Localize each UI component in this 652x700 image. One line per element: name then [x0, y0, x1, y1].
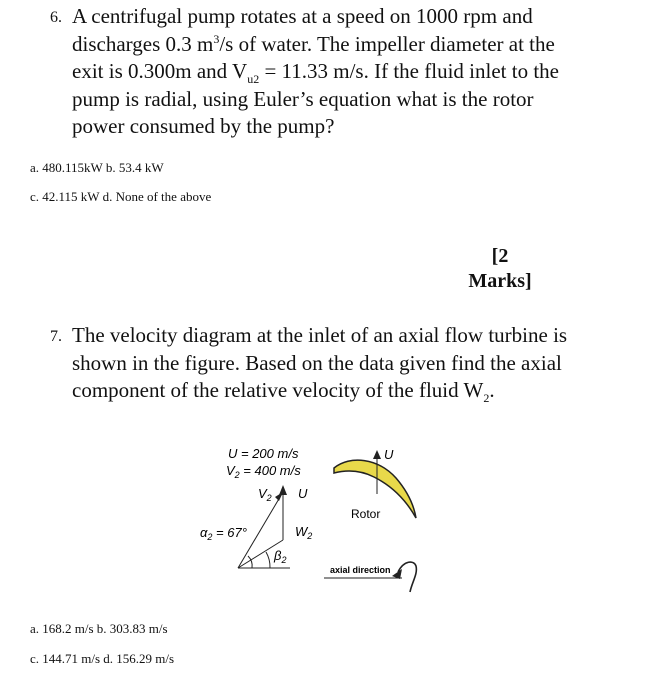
- velocity-diagram: [0, 430, 652, 630]
- rotor-label: Rotor: [351, 507, 381, 521]
- w2-label: $W_2$: [295, 524, 313, 541]
- axial-direction-curve-icon: [398, 562, 416, 592]
- q7-options-row-1: a. 168.2 m/s b. 303.83 m/s: [30, 621, 168, 636]
- beta-angle-label: $\beta_2$: [274, 548, 287, 565]
- v2-value-label: $V_2 = 400$ m/s: [226, 463, 301, 480]
- u-value-label: U = 200 m/s: [228, 446, 299, 461]
- question-6-number: 6.: [50, 9, 62, 26]
- q6-line-5: power consumed by the pump?: [72, 114, 335, 138]
- question-7-text: [72, 322, 567, 405]
- u-arrow-head: [279, 485, 287, 495]
- q6-options-row-2: c. 42.115 kW d. None of the above: [30, 189, 212, 204]
- marks-label: [2 Marks]: [468, 245, 532, 292]
- q7-line-3: component of the relative velocity of the fluid $W_2$.: [72, 378, 495, 406]
- triangle-v2-label: $V_2$: [258, 486, 272, 503]
- q6-options-row-1: a. 480.115kW b. 53.4 kW: [30, 160, 164, 175]
- question-7-number: 7.: [50, 328, 62, 345]
- alpha-angle-label: $\alpha_2 = 67^\circ$: [200, 525, 247, 542]
- question-6-text: [72, 3, 559, 141]
- q7-options-row-2: c. 144.71 m/s d. 156.29 m/s: [30, 651, 175, 666]
- triangle-u-label: U: [298, 486, 308, 501]
- axial-direction-label: axial direction: [330, 565, 391, 575]
- q6-line-1: A centrifugal pump rotates at a speed on 1000 rpm and: [72, 4, 533, 28]
- q6-line-3: exit is 0.300m and $V_{u2} = 11.33$ m/s. If the fluid inlet to the: [72, 59, 559, 87]
- rotor-u-arrow-head: [373, 450, 381, 459]
- q6-line-2: discharges 0.3 $m^3/s$ of water. The impeller diameter at the: [72, 31, 555, 56]
- v2-arrow-head: [275, 492, 283, 501]
- q7-line-1: The velocity diagram at the inlet of an axial flow turbine is: [72, 323, 568, 347]
- rotor-u-label: U: [384, 447, 394, 462]
- q7-line-2: shown in the figure. Based on the data given find the axial: [72, 350, 562, 375]
- q6-line-4: pump is radial, using Euler’s equation what is the rotor: [72, 86, 534, 111]
